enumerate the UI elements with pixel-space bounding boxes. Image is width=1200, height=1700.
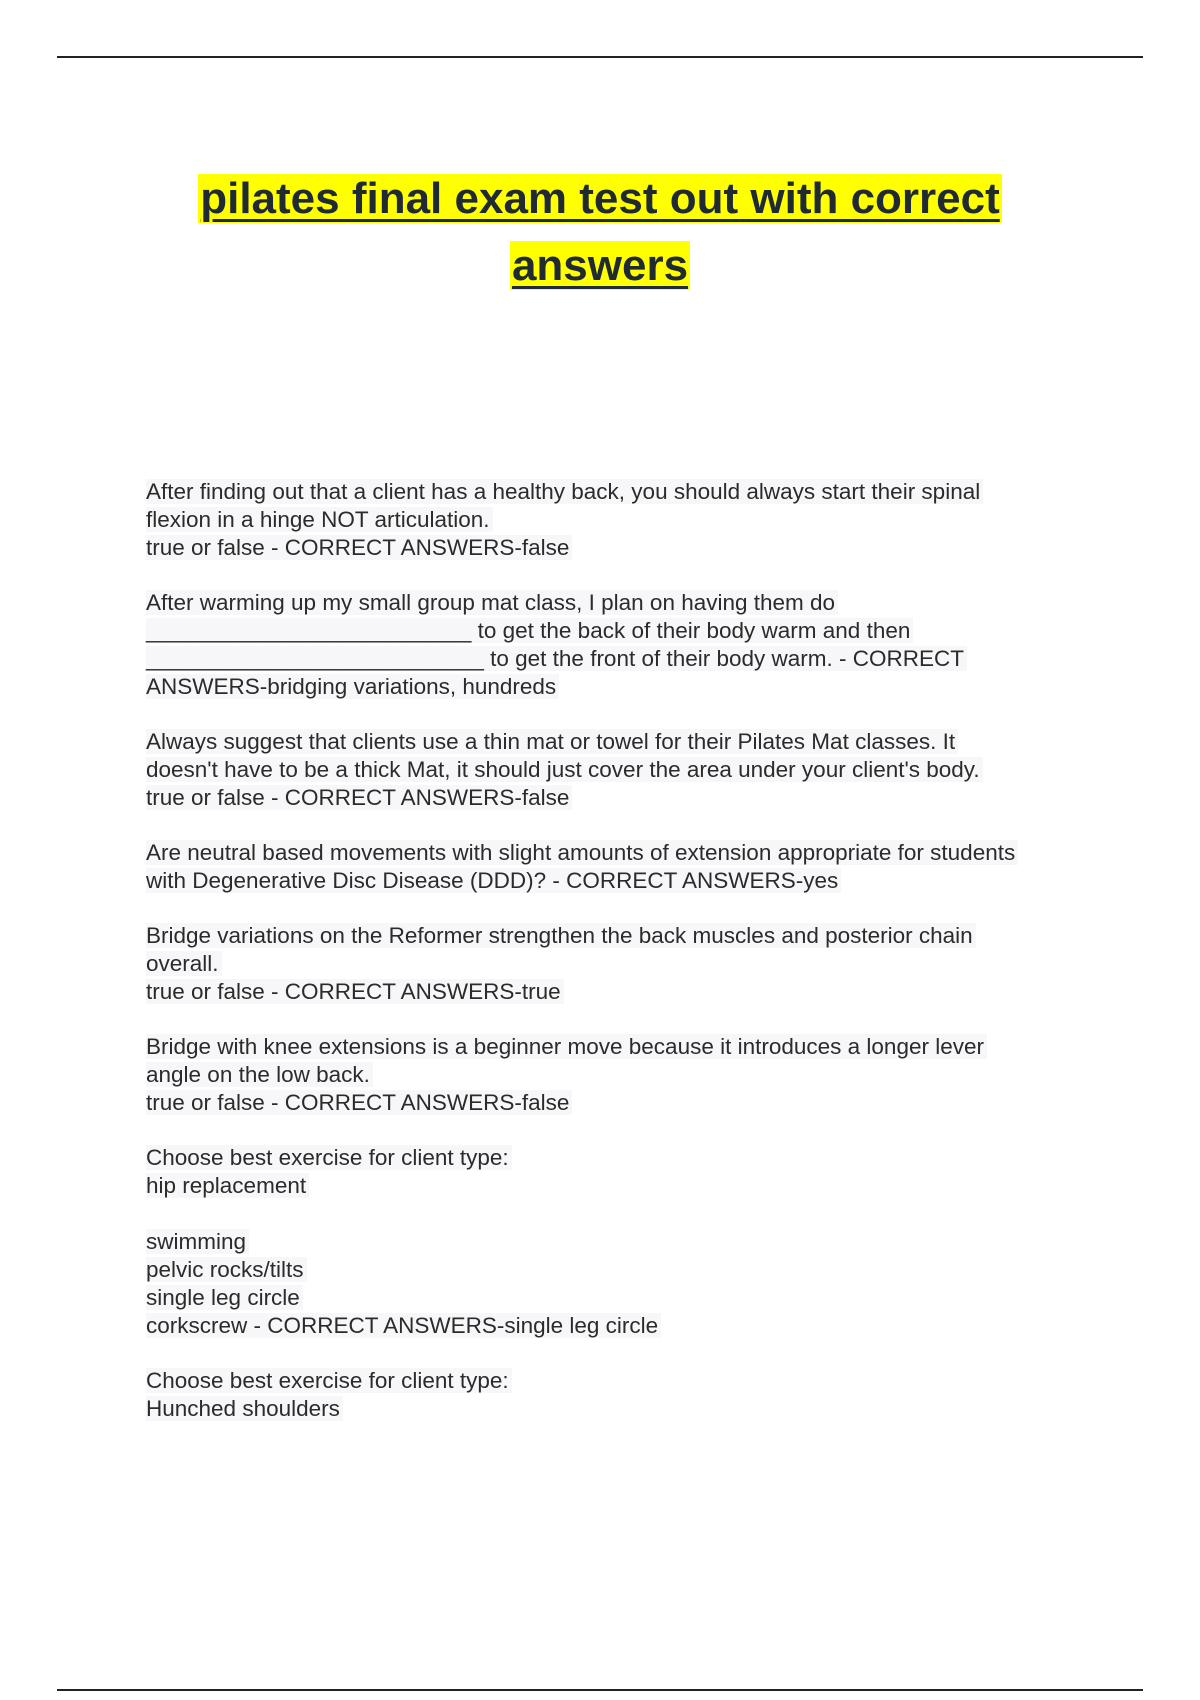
question-line [146, 673, 1106, 701]
question-text: Choose best exercise for client type: [146, 1145, 512, 1170]
question-line [146, 1172, 1106, 1200]
question-text: Hunched shoulders [146, 1396, 343, 1421]
question-block [146, 1367, 1106, 1423]
question-text: single leg circle [146, 1285, 303, 1310]
question-block [146, 589, 1106, 701]
question-line [146, 1395, 1106, 1423]
question-line [146, 1312, 1106, 1340]
question-line [146, 1367, 1106, 1395]
question-line [146, 1033, 1106, 1061]
question-text: Choose best exercise for client type: [146, 1368, 512, 1393]
question-text: ANSWERS-bridging variations, hundreds [146, 674, 559, 699]
question-text: pelvic rocks/tilts [146, 1257, 307, 1282]
question-line [146, 506, 1106, 534]
top-rule [57, 56, 1143, 58]
question-text: true or false - CORRECT ANSWERS-true [146, 979, 564, 1004]
question-text: true or false - CORRECT ANSWERS-false [146, 785, 572, 810]
question-line [146, 839, 1106, 867]
question-text: hip replacement [146, 1173, 309, 1198]
question-text: true or false - CORRECT ANSWERS-false [146, 1090, 572, 1115]
question-text: doesn't have to be a thick Mat, it should just cover the area under your client's body. [146, 757, 983, 782]
blank-line [146, 1200, 1106, 1228]
question-block [146, 1033, 1106, 1117]
question-line [146, 756, 1106, 784]
question-line [146, 589, 1106, 617]
question-list [146, 478, 1106, 1450]
question-text: true or false - CORRECT ANSWERS-false [146, 535, 572, 560]
question-text: corkscrew - CORRECT ANSWERS-single leg circle [146, 1313, 661, 1338]
question-line [146, 478, 1106, 506]
question-line [146, 950, 1106, 978]
document-title [120, 170, 1080, 304]
question-line [146, 1089, 1106, 1117]
title-line-2: answers [511, 241, 689, 290]
question-line [146, 645, 1106, 673]
question-text: with Degenerative Disc Disease (DDD)? - CORRECT ANSWERS-yes [146, 868, 841, 893]
question-line [146, 728, 1106, 756]
question-block [146, 839, 1106, 895]
question-line [146, 1228, 1106, 1256]
question-line [146, 1284, 1106, 1312]
question-line [146, 867, 1106, 895]
question-block [146, 478, 1106, 562]
question-line [146, 617, 1106, 645]
question-block [146, 728, 1106, 812]
question-text: __________________________ to get the back of their body warm and then [146, 618, 913, 643]
title-line-1: pilates final exam test out with correct [200, 174, 1000, 223]
question-line [146, 1144, 1106, 1172]
question-text: After warming up my small group mat class, I plan on having them do [146, 590, 838, 615]
question-line [146, 534, 1106, 562]
question-text: After finding out that a client has a healthy back, you should always start their spinal [146, 479, 983, 504]
question-text: overall. [146, 951, 222, 976]
question-text: angle on the low back. [146, 1062, 373, 1087]
question-text: Bridge variations on the Reformer strengthen the back muscles and posterior chain [146, 923, 976, 948]
bottom-rule [57, 1689, 1143, 1691]
question-block [146, 1144, 1106, 1340]
question-text: Always suggest that clients use a thin mat or towel for their Pilates Mat classes. It [146, 729, 958, 754]
question-text: flexion in a hinge NOT articulation. [146, 507, 493, 532]
question-line [146, 1061, 1106, 1089]
question-text: Bridge with knee extensions is a beginner move because it introduces a longer lever [146, 1034, 987, 1059]
question-line [146, 784, 1106, 812]
question-text: swimming [146, 1229, 249, 1254]
question-text: ___________________________ to get the front of their body warm. - CORRECT [146, 646, 967, 671]
question-line [146, 1256, 1106, 1284]
question-text: Are neutral based movements with slight amounts of extension appropriate for students [146, 840, 1018, 865]
question-line [146, 978, 1106, 1006]
question-block [146, 922, 1106, 1006]
question-line [146, 922, 1106, 950]
